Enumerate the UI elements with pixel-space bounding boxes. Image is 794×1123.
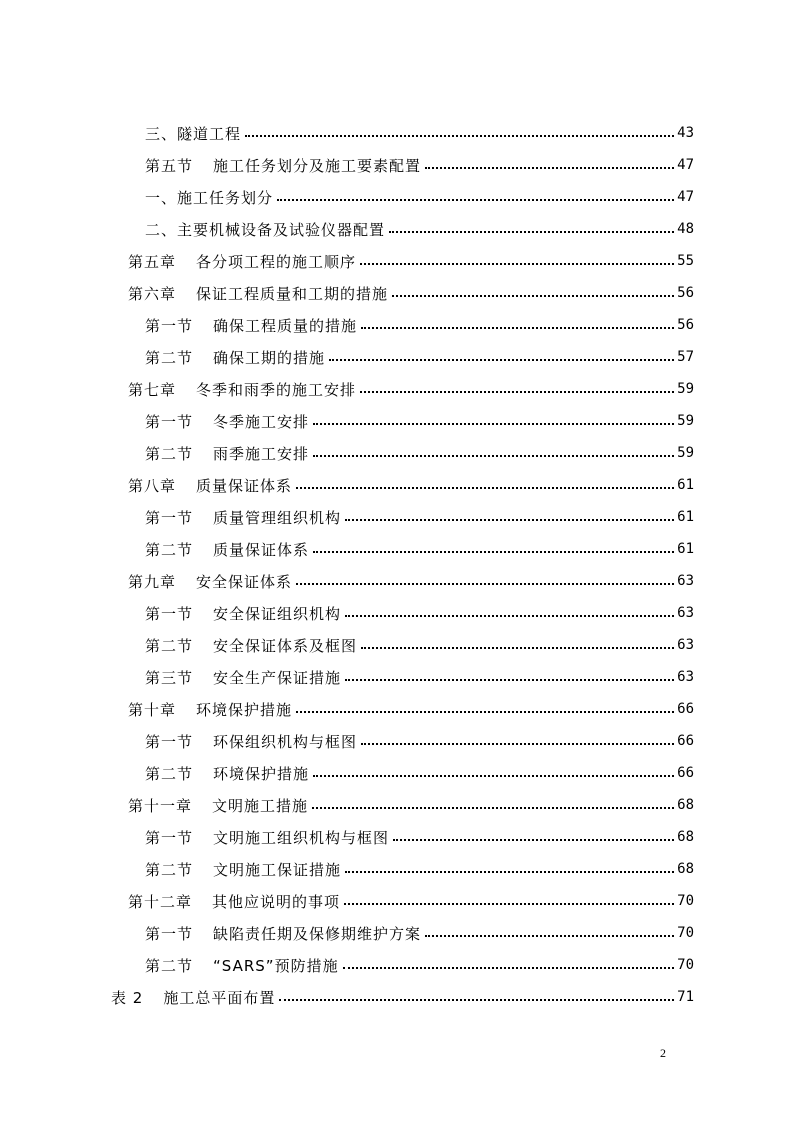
toc-entry-label: 第一节 xyxy=(145,316,194,335)
toc-entry-title xyxy=(145,763,309,784)
dot-leader xyxy=(296,487,674,489)
toc-entry-title xyxy=(128,283,388,304)
toc-entry[interactable] xyxy=(128,565,694,597)
toc-entry-title xyxy=(145,731,357,752)
toc-entry-page: 70 xyxy=(677,893,694,909)
toc-entry[interactable] xyxy=(145,757,694,789)
toc-entry-label: 第二节 xyxy=(145,860,194,879)
toc-entry-subtitle: 环境保护措施 xyxy=(196,700,293,719)
dot-leader xyxy=(312,807,674,809)
toc-entry-label: 第一节 xyxy=(145,828,194,847)
toc-entry-label: 第一节 xyxy=(145,412,194,431)
toc-entry-page: 59 xyxy=(677,381,694,397)
toc-entry[interactable] xyxy=(128,693,694,725)
toc-entry-title xyxy=(128,699,292,720)
dot-leader xyxy=(425,167,674,169)
toc-entry-page: 47 xyxy=(677,189,694,205)
dot-leader xyxy=(361,327,674,329)
page-number: 2 xyxy=(660,1046,666,1060)
toc-entry-title xyxy=(145,859,341,880)
toc-entry-page: 63 xyxy=(677,669,694,685)
toc-entry-subtitle: 环保组织机构与框图 xyxy=(213,732,358,751)
toc-entry-page: 59 xyxy=(677,445,694,461)
toc-entry-label: 第一节 xyxy=(145,604,194,623)
toc-entry[interactable] xyxy=(128,373,694,405)
toc-entry[interactable] xyxy=(145,821,694,853)
toc-entry-label: 第七章 xyxy=(128,380,177,399)
toc-entry-title xyxy=(145,219,385,240)
toc-entry[interactable] xyxy=(128,245,694,277)
toc-entry[interactable] xyxy=(128,789,694,821)
toc-entry-page: 63 xyxy=(677,573,694,589)
toc-entry-page: 71 xyxy=(677,989,694,1005)
toc-entry[interactable] xyxy=(128,885,694,917)
toc-entry[interactable] xyxy=(145,181,694,213)
toc-entry-title xyxy=(145,635,357,656)
toc-entry-title xyxy=(128,379,356,400)
toc-entry[interactable] xyxy=(128,469,694,501)
toc-entry-subtitle: 雨季施工安排 xyxy=(213,444,310,463)
toc-entry-page: 70 xyxy=(677,925,694,941)
toc-entry-page: 47 xyxy=(677,157,694,173)
toc-entry-page: 66 xyxy=(677,765,694,781)
toc-entry[interactable] xyxy=(145,437,694,469)
toc-entry-subtitle: 文明施工保证措施 xyxy=(213,860,342,879)
toc-entry[interactable] xyxy=(145,405,694,437)
toc-entry-title xyxy=(145,507,341,528)
dot-leader xyxy=(361,647,674,649)
toc-entry-page: 59 xyxy=(677,413,694,429)
dot-leader xyxy=(313,423,674,425)
toc-entry-label: 第二节 xyxy=(145,348,194,367)
toc-entry-page: 68 xyxy=(677,861,694,877)
toc-entry-page: 66 xyxy=(677,733,694,749)
toc-entry[interactable] xyxy=(145,533,694,565)
toc-entry-page: 68 xyxy=(677,797,694,813)
toc-entry-subtitle: 施工总平面布置 xyxy=(163,988,276,1007)
toc-entry-page: 56 xyxy=(677,317,694,333)
toc-entry-label: 第二节 xyxy=(145,636,194,655)
toc-entry-label: 第十二章 xyxy=(128,892,193,911)
toc-entry[interactable] xyxy=(145,341,694,373)
toc-entry-label: 第一节 xyxy=(145,924,194,943)
toc-entry-page: 70 xyxy=(677,957,694,973)
toc-entry-subtitle: 冬季和雨季的施工安排 xyxy=(196,380,357,399)
toc-entry-subtitle: 保证工程质量和工期的措施 xyxy=(196,284,389,303)
toc-entry-page: 43 xyxy=(677,125,694,141)
toc-entry-title xyxy=(128,251,356,272)
dot-leader xyxy=(343,967,675,969)
dot-leader xyxy=(361,743,674,745)
toc-entry-title xyxy=(145,155,421,176)
dot-leader xyxy=(344,903,674,905)
toc-entry-label: 第二节 xyxy=(145,444,194,463)
toc-entry-label: 第五节 xyxy=(145,156,194,175)
toc-entry-title xyxy=(145,955,339,976)
dot-leader xyxy=(313,455,674,457)
toc-entry-subtitle: 确保工期的措施 xyxy=(213,348,326,367)
toc-entry-subtitle: 安全保证组织机构 xyxy=(213,604,342,623)
toc-entry-page: 61 xyxy=(677,541,694,557)
toc-entry-subtitle: “SARS”预防措施 xyxy=(213,956,339,975)
dot-leader xyxy=(393,839,674,841)
toc-entry-page: 57 xyxy=(677,349,694,365)
dot-leader xyxy=(296,583,674,585)
toc-entry-subtitle: 其他应说明的事项 xyxy=(212,892,341,911)
toc-entry-label: 一、施工任务划分 xyxy=(145,188,274,207)
toc-entry[interactable] xyxy=(128,277,694,309)
toc-entry-page: 61 xyxy=(677,477,694,493)
toc-entry-subtitle: 确保工程质量的措施 xyxy=(213,316,358,335)
toc-entry-page: 66 xyxy=(677,701,694,717)
dot-leader xyxy=(277,199,674,201)
toc-entry-subtitle: 质量管理组织机构 xyxy=(213,508,342,527)
toc-entry[interactable] xyxy=(145,501,694,533)
toc-entry-page: 55 xyxy=(677,253,694,269)
toc-entry-title xyxy=(145,123,241,144)
toc-entry-title xyxy=(128,795,308,816)
toc-entry[interactable] xyxy=(145,213,694,245)
toc-entry-title xyxy=(145,443,309,464)
toc-entry-title xyxy=(145,827,389,848)
toc-entry-subtitle: 各分项工程的施工顺序 xyxy=(196,252,357,271)
toc-entry[interactable] xyxy=(145,661,694,693)
toc-entry-subtitle: 文明施工措施 xyxy=(212,796,309,815)
dot-leader xyxy=(345,615,674,617)
toc-entry-label: 第九章 xyxy=(128,572,177,591)
toc-entry-subtitle: 施工任务划分及施工要素配置 xyxy=(213,156,422,175)
toc-entry-label: 第六章 xyxy=(128,284,177,303)
toc-entry-title xyxy=(145,315,357,336)
toc-entry-page: 68 xyxy=(677,829,694,845)
toc-entry[interactable] xyxy=(145,149,694,181)
dot-leader xyxy=(313,775,674,777)
toc-entry-page: 63 xyxy=(677,605,694,621)
toc-entry-label: 第二节 xyxy=(145,540,194,559)
toc-entry-label: 第一节 xyxy=(145,732,194,751)
toc-entry[interactable] xyxy=(111,981,694,1013)
toc-entry-label: 第一节 xyxy=(145,508,194,527)
toc-entry-label: 第十一章 xyxy=(128,796,193,815)
toc-entry-title xyxy=(145,667,341,688)
toc-entry-subtitle: 冬季施工安排 xyxy=(213,412,310,431)
dot-leader xyxy=(313,551,674,553)
dot-leader xyxy=(296,711,674,713)
toc-entry-title xyxy=(145,347,325,368)
dot-leader xyxy=(425,935,674,937)
toc-entry-subtitle: 文明施工组织机构与框图 xyxy=(213,828,390,847)
toc-entry-label: 表 2 xyxy=(111,988,144,1007)
dot-leader xyxy=(389,231,674,233)
toc-entry-title xyxy=(145,187,273,208)
toc-entry[interactable] xyxy=(145,949,694,981)
toc-entry-label: 第五章 xyxy=(128,252,177,271)
toc-entry[interactable] xyxy=(145,597,694,629)
toc-entry-subtitle: 质量保证体系 xyxy=(213,540,310,559)
toc-entry-label: 第三节 xyxy=(145,668,194,687)
toc-entry[interactable] xyxy=(145,725,694,757)
toc-entry[interactable] xyxy=(145,309,694,341)
toc-entry-title xyxy=(128,891,340,912)
toc-entry[interactable] xyxy=(145,853,694,885)
toc-entry-subtitle: 缺陷责任期及保修期维护方案 xyxy=(213,924,422,943)
toc-entry-title xyxy=(145,603,341,624)
toc-entry-title xyxy=(111,987,275,1008)
toc-entry-subtitle: 环境保护措施 xyxy=(213,764,310,783)
toc-entry[interactable] xyxy=(145,629,694,661)
toc-entry-label: 第二节 xyxy=(145,956,194,975)
toc-entry-page: 48 xyxy=(677,221,694,237)
toc-entry-label: 三、隧道工程 xyxy=(145,124,242,143)
toc-entry-title xyxy=(145,411,309,432)
toc-entry-subtitle: 安全生产保证措施 xyxy=(213,668,342,687)
toc-entry-label: 第二节 xyxy=(145,764,194,783)
toc-entry-title xyxy=(128,571,292,592)
toc-entry[interactable] xyxy=(145,117,694,149)
dot-leader xyxy=(345,871,674,873)
toc-entry-label: 第十章 xyxy=(128,700,177,719)
dot-leader xyxy=(245,135,674,137)
toc-entry-title xyxy=(128,475,292,496)
dot-leader xyxy=(392,295,674,297)
dot-leader xyxy=(329,359,674,361)
dot-leader xyxy=(360,263,674,265)
toc-entry-page: 61 xyxy=(677,509,694,525)
toc-entry-subtitle: 安全保证体系及框图 xyxy=(213,636,358,655)
toc-entry-title xyxy=(145,539,309,560)
dot-leader xyxy=(360,391,674,393)
toc-entry-label: 二、主要机械设备及试验仪器配置 xyxy=(145,220,386,239)
dot-leader xyxy=(345,679,674,681)
toc-entry-page: 63 xyxy=(677,637,694,653)
dot-leader xyxy=(279,999,674,1001)
dot-leader xyxy=(345,519,674,521)
toc-entry-label: 第八章 xyxy=(128,476,177,495)
toc-entry[interactable] xyxy=(145,917,694,949)
toc-entry-title xyxy=(145,923,421,944)
toc-entry-subtitle: 质量保证体系 xyxy=(196,476,293,495)
toc-entry-page: 56 xyxy=(677,285,694,301)
toc-entry-subtitle: 安全保证体系 xyxy=(196,572,293,591)
